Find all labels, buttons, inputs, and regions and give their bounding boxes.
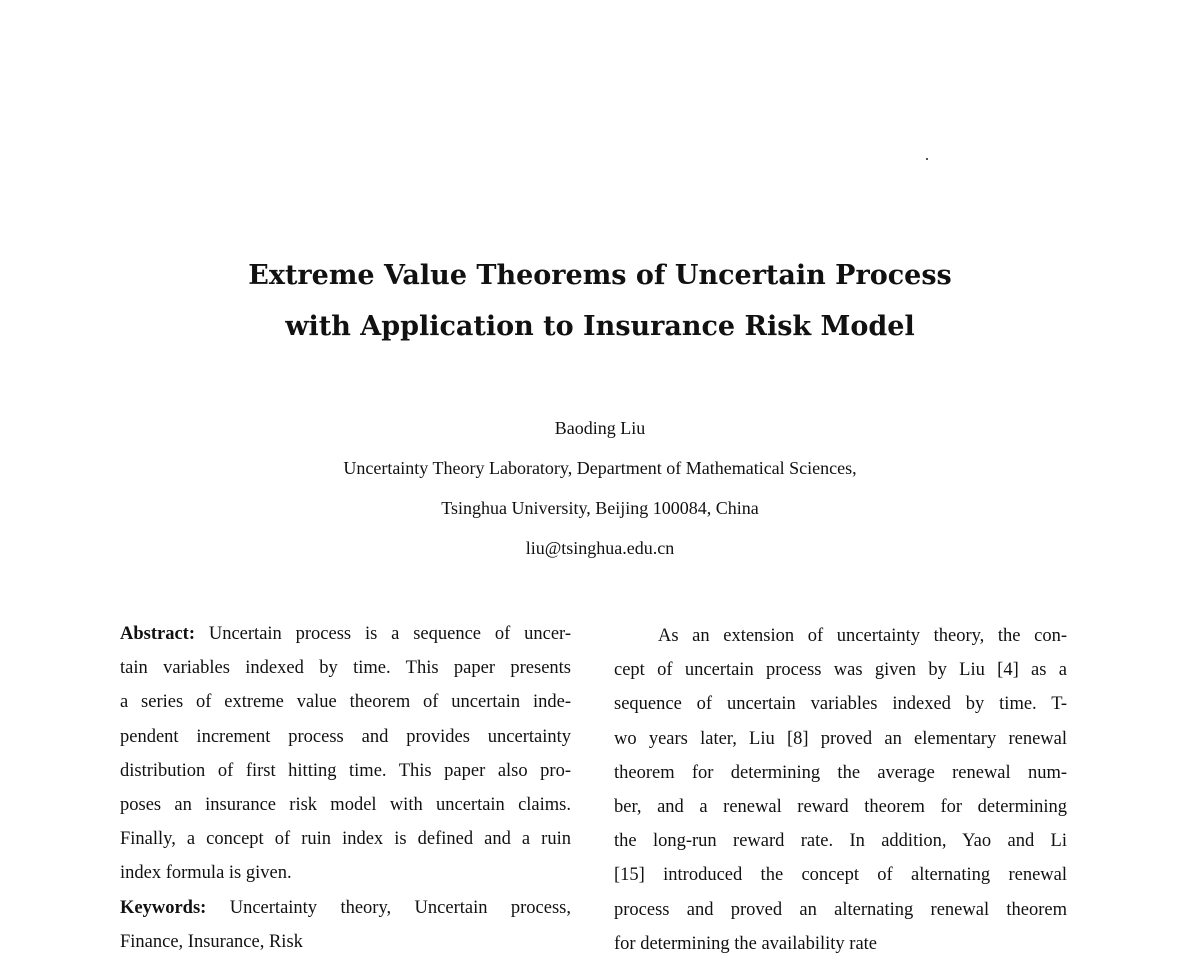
- intro-line: wo years later, Liu [8] proved an elementary renewal: [614, 728, 1067, 749]
- abstract-line: index formula is given.: [120, 863, 292, 884]
- abstract-line: Finance, Insurance, Risk: [120, 931, 303, 952]
- abstract-label: Abstract:: [120, 624, 196, 644]
- abstract-line: pendent increment process and provides uncertainty: [120, 726, 571, 747]
- intro-line: [15] introduced the concept of alternating renewal: [614, 865, 1067, 886]
- affiliation-2: Tsinghua University, Beijing 100084, China: [441, 498, 759, 518]
- author: Baoding Liu: [554, 418, 646, 438]
- email: liu@tsinghua.edu.cn: [525, 538, 675, 558]
- intro-line: cept of uncertain process was given by Liu [4] as a: [614, 660, 1067, 681]
- title-line-1: Extreme Value Theorems of Uncertain Process: [248, 260, 952, 291]
- intro-line: sequence of uncertain variables indexed by time. T-: [614, 694, 1067, 715]
- abstract-line: Keywords: Uncertainty theory, Uncertain process,: [120, 897, 571, 918]
- abstract-line: Finally, a concept of ruin index is defined and a ruin: [120, 829, 571, 850]
- intro-line: ber, and a renewal reward theorem for determining: [614, 797, 1067, 817]
- intro-line: theorem for determining the average renewal num-: [614, 762, 1067, 783]
- title-line-2: with Application to Insurance Risk Model: [285, 311, 915, 342]
- intro-line: As an extension of uncertainty theory, the con-: [658, 626, 1067, 646]
- abstract-line: tain variables indexed by time. This paper presents: [120, 658, 571, 679]
- affiliation-1: Uncertainty Theory Laboratory, Department of Mathematical Sciences,: [343, 458, 857, 478]
- speck: [926, 158, 928, 160]
- abstract-line: poses an insurance risk model with uncertain claims.: [120, 795, 571, 815]
- intro-line: the long-run reward rate. In addition, Yao and Li: [614, 831, 1067, 852]
- abstract-line: distribution of first hitting time. This paper also pro-: [120, 760, 571, 781]
- abstract-line: a series of extreme value theorem of uncertain inde-: [120, 692, 571, 713]
- intro-line: process and proved an alternating renewal theorem: [614, 899, 1067, 920]
- keywords-label: Keywords:: [120, 897, 207, 918]
- intro-line: for determining the availability rate: [614, 933, 878, 954]
- abstract-line: Abstract: Uncertain process is a sequence of uncer-: [120, 624, 571, 644]
